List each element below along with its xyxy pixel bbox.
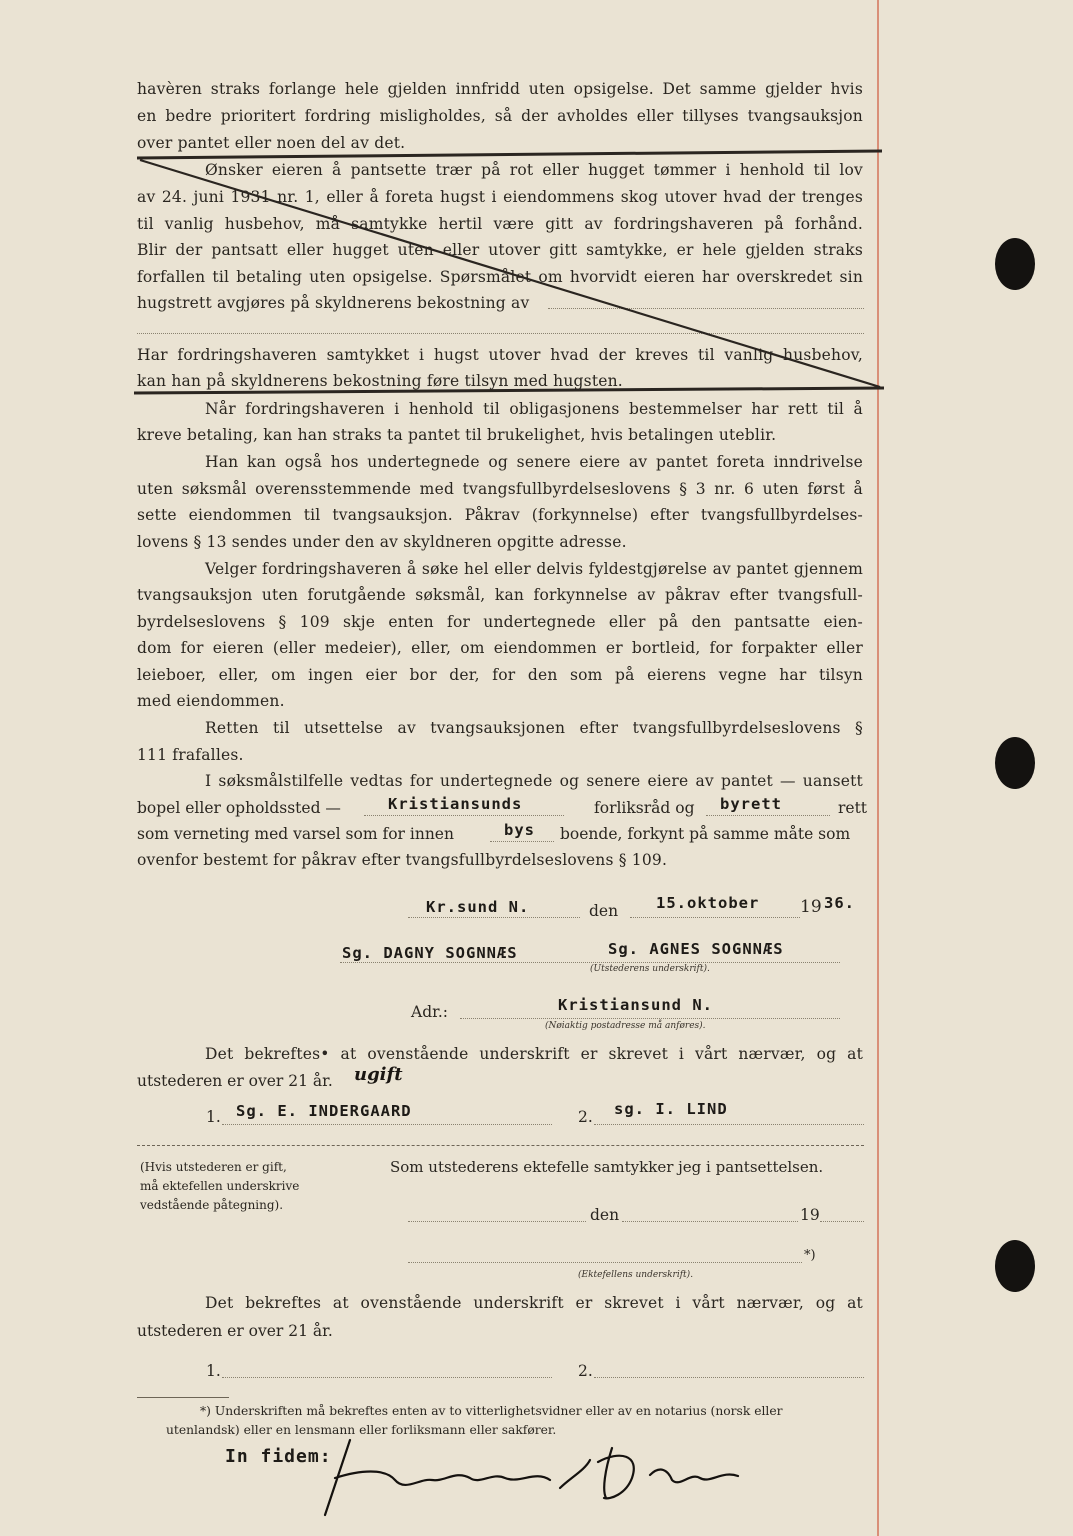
- signature-caption: (Utstederens underskrift).: [590, 964, 710, 974]
- text-line: kreve betaling, kan han straks ta pantet til brukelighet, hvis betalingen uteblir.: [137, 426, 777, 444]
- text-line: Når fordringshaveren i henhold til obligasjonens bestemmelser har rett til å: [205, 400, 863, 418]
- text-line: en bedre prioritert fordring misligholdes, så der avholdes eller tillyses tvangsauksjon: [137, 107, 863, 125]
- venue-prefix: bopel eller opholdssted —: [137, 799, 341, 817]
- date-field: 15.oktober: [656, 894, 760, 912]
- text-line: Det bekreftes• at ovenstående underskrift er skrevet i vårt nærvær, og at: [205, 1045, 863, 1063]
- text-line: dom for eieren (eller medeier), eller, om eiendommen er bortleid, for forpakter eller: [137, 639, 863, 657]
- court-city-field: Kristiansunds: [388, 795, 523, 813]
- venue-line3-b: boende, forkynt på samme måte som: [560, 825, 851, 843]
- text-line: utstederen er over 21 år.: [137, 1322, 333, 1340]
- spouse-note-line: må ektefellen underskrive: [140, 1179, 300, 1193]
- spouse-note-line: (Hvis utstederen er gift,: [140, 1160, 287, 1174]
- text-line: leieboer, eller, om ingen eier bor der, for den som på eierens vegne har tilsyn: [137, 666, 863, 684]
- address-caption: (Nøiaktig postadresse må anføres).: [545, 1021, 706, 1031]
- strike-diagonal: [140, 160, 880, 387]
- rett-text: rett: [838, 799, 868, 817]
- address-label: Adr.:: [411, 1003, 448, 1021]
- place-field: Kr.sund N.: [426, 898, 530, 916]
- court-type-field: byrett: [720, 795, 782, 813]
- struck-text-line: kan han på skyldnerens bekostning føre tilsyn med hugsten.: [137, 372, 623, 390]
- text-line: med eiendommen.: [137, 692, 285, 710]
- struck-text-line: til vanlig husbehov, må samtykke hertil være gitt av fordringshaveren på forhånd.: [137, 215, 863, 233]
- text-line: havèren straks forlange hele gjelden innfridd uten opsigelse. Det samme gjelder hvis: [137, 80, 863, 98]
- text-line: 111 frafalles.: [137, 746, 244, 764]
- witness-number: 1.: [206, 1108, 221, 1126]
- text-line: Det bekreftes at ovenstående underskrift er skrevet i vårt nærvær, og at: [205, 1294, 863, 1312]
- text-line: Han kan også hos undertegnede og senere eiere av pantet foreta inndrivelse: [205, 453, 863, 471]
- text-line: utstederen er over 21 år.: [137, 1072, 333, 1090]
- text-line: tvangsauksjon uten forutgående søksmål, kan forkynnelse av påkrav efter tvangsfull-: [137, 586, 863, 604]
- in-fidem-label: In fidem:: [225, 1446, 332, 1467]
- witness-number: 2.: [578, 1362, 593, 1380]
- spouse-note-line: vedstående påtegning).: [140, 1198, 284, 1212]
- witness-number: 1.: [206, 1362, 221, 1380]
- text-line: sette eiendommen til tvangsauksjon. Påkrav (forkynnelse) efter tvangsfullbyrdelses-: [137, 506, 863, 524]
- text-line: Velger fordringshaveren å søke hel eller delvis fyldestgjørelse av pantet gjennem: [205, 560, 863, 578]
- year-suffix: 36.: [824, 894, 855, 912]
- asterisk-mark: *): [804, 1248, 816, 1263]
- witness-1-name: Sg. E. INDERGAARD: [236, 1102, 412, 1120]
- bys-field: bys: [504, 821, 535, 839]
- text-line: ovenfor bestemt for påkrav efter tvangsfullbyrdelseslovens § 109.: [137, 851, 668, 869]
- den-label: den: [589, 902, 619, 920]
- struck-text-line: Blir der pantsatt eller hugget uten eller utover gitt samtykke, er hele gjelden straks: [137, 241, 863, 259]
- text-line: I søksmålstilfelle vedtas for undertegnede og senere eiere av pantet — uansett: [205, 772, 863, 790]
- text-line: over pantet eller noen del av det.: [137, 134, 406, 152]
- footnote-line: utenlandsk) eller en lensmann eller forliksmann eller sakfører.: [166, 1423, 557, 1437]
- text-line: Retten til utsettelse av tvangsauksjonen efter tvangsfullbyrdelseslovens §: [205, 719, 863, 737]
- forliksrad-text: forliksråd og: [594, 799, 695, 817]
- text-line: lovens § 13 sendes under den av skyldneren opgitte adresse.: [137, 533, 627, 551]
- den-label: den: [590, 1206, 620, 1224]
- text-line: uten søksmål overensstemmende med tvangsfullbyrdelseslovens § 3 nr. 6 uten først å: [137, 480, 863, 498]
- year-prefix: 19: [800, 897, 822, 917]
- struck-text-line: hugstrett avgjøres på skyldnerens bekostning av: [137, 294, 530, 312]
- struck-text-line: Ønsker eieren å pantsette trær på rot eller hugget tømmer i henhold til lov: [205, 161, 863, 179]
- signature-1: Sg. DAGNY SOGNNÆS: [342, 944, 518, 962]
- strike-rule-bottom: [134, 388, 884, 393]
- venue-line3-a: som verneting med varsel som for innen: [137, 825, 454, 843]
- text-line: byrdelseslovens § 109 skje enten for undertegnede eller på den pantsatte eien-: [137, 613, 863, 631]
- handwritten-note: ugift: [354, 1064, 403, 1085]
- signature-2: Sg. AGNES SOGNNÆS: [608, 940, 784, 958]
- spouse-consent: Som utstederens ektefelle samtykker jeg i pantsettelsen.: [390, 1158, 824, 1176]
- witness-number: 2.: [578, 1108, 593, 1126]
- spouse-signature-caption: (Ektefellens underskrift).: [578, 1270, 694, 1280]
- struck-text-line: av 24. juni 1931 nr. 1, eller å foreta hugst i eiendommens skog utover hvad der trenges: [137, 188, 863, 206]
- year-prefix: 19: [800, 1206, 820, 1224]
- footnote-line: *) Underskriften må bekreftes enten av to vitterlighetsvidner eller av en notarius (norsk eller: [200, 1404, 783, 1418]
- in-fidem-signature: [325, 1440, 738, 1515]
- address-value: Kristiansund N.: [558, 996, 713, 1014]
- witness-2-name: sg. I. LIND: [614, 1100, 728, 1118]
- struck-text-line: Har fordringshaveren samtykket i hugst utover hvad der kreves til vanlig husbehov,: [137, 346, 863, 364]
- struck-text-line: forfallen til betaling uten opsigelse. Spørsmålet om hvorvidt eieren har overskredet sin: [137, 268, 863, 286]
- strike-rule-top: [137, 151, 882, 158]
